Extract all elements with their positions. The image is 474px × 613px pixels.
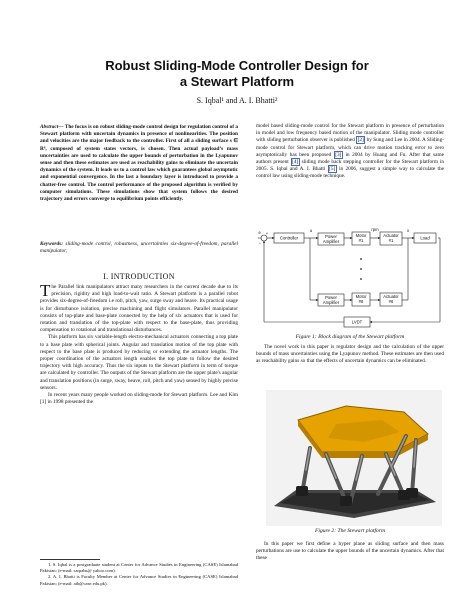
footnotes xyxy=(40,562,238,587)
lvdt-label: LVDT xyxy=(351,319,363,325)
abstract xyxy=(40,124,238,203)
stewart-platform-photo xyxy=(266,390,442,526)
abstract-text: The focus is on robust sliding-mode control design for regulation control of a Stewart platform with uncertain dynamics in presence of nonlinearities. The position and velocities are the major feedback to the controller. First of all a sliding surface s ∈ R⁶, composed of system states vectors, is chosen. Then actual payload’s mass uncertainties are used to calculate the upper bounds of perturbation in the Lyapunov sense and then these estimates are used as reachability gains to eliminate the uncertain dynamics of the system. It leads us to a control law which guarantees global asymptotic and exponential convergence. In the last a boundary layer is introduced to provide a chatter-free control. The control performance of the proposed algorithm is verified by computer simulations. These simulations show that system follows the desired trajectory and errors converge to equilibrium points efficiently. xyxy=(40,124,238,203)
intro-paragraph-3: In recent years many people worked on sliding-mode for Stewart platform. Lee and Kim [1] in 1998 presented the xyxy=(40,392,238,406)
controller-label: Controller xyxy=(279,235,299,241)
citation-link-3[interactable]: [3] xyxy=(335,151,342,158)
keywords-text: sliding-mode control, robustness, uncertainties six-degree-of-freedom, parallel manipulator, xyxy=(40,241,238,255)
intro-paragraph-2: This platform has six variable-length electro-mechanical actuators connecting a top plate to a base plate with spherical joints. Angular and translation motion of the top plate with respect to the base plate is produced by reducing or extending the actuator lengths. The proper coordination of the actuators length enables the top plate to follow the desired trajectory with high accuracy. Thus the six inputs to the Stewart platform in term of torque are calculated by controller. The outputs of the Stewart platform are the upper plate's angular and translation positions (in surge, sway, heave, roll, pitch and yaw) sensed by highly precise sensors. xyxy=(40,334,238,391)
title-line-1: Robust Sliding-Mode Controller Design for xyxy=(105,58,369,73)
svg-text:#1: #1 xyxy=(358,238,364,243)
label-plus: + xyxy=(265,231,269,236)
power-amp-1-label: Power xyxy=(325,234,337,239)
svg-text:#6: #6 xyxy=(388,299,394,304)
citation-link-5[interactable]: [5] xyxy=(329,166,336,173)
svg-text:#6: #6 xyxy=(358,299,364,304)
keywords-lead: Keywords: xyxy=(40,241,63,247)
rw-text-5: in 2006, suggest a simple way to calculate the control law using sliding-mode technique. xyxy=(256,166,444,180)
label-u: u xyxy=(309,228,313,233)
footnote-2: 2. A. I. Bhatti is Faculty Member at Center for Advance Studies in Engineering (CASE) Islamabad Pakistan; (e-mail: aib@case.edu.pk). xyxy=(40,574,238,586)
figure-1-caption: Figure 1: Block diagram of the Stewart platform xyxy=(295,334,405,340)
paper-title xyxy=(60,58,414,90)
rw-text-1: model based sliding-mode control for the Stewart platform in presence of perturbation in model and low frequency based motion of the manipulator. Sliding mode controller with sliding perturbation observer is published xyxy=(256,123,444,144)
novel-work-text: The novel work in this paper is regulator design and the calculation of the upper bounds of mass uncertainties using the Lyapunov method. These estimates are then used as reachability gains so that the effects of uncertain dynamics can be eliminated. xyxy=(256,344,444,365)
title-line-2: a Stewart Platform xyxy=(179,74,295,89)
intro-paragraph-1-text: he Parallel link manipulators attract many researchers in the current decade due to its precision, rigidity and high load-to-wait ratio. A Stewart platform is a parallel robot provides six-degree-of-freedom i.e roll, pitch, yaw, surge sway and heave. Its practical usage is for disturbance isolation, precise machining and flight simulators. Parallel manipulator consists of top-plate and base-plate connected by the help of six actuators that is used for rotation and translation of the top-plate with respect to the base-plate, thus providing compensation to rotational and translational disturbances. xyxy=(40,284,238,334)
label-e: e xyxy=(258,230,261,235)
actuator-1-label: Actuator xyxy=(383,233,399,238)
footnote-1: 1. S. Iqbal is a postgraduate student at Center for Advance Studies in Engineering (CASE) Islamabad Pakistan; (e-mail: saqrabs@ yahoo.com). xyxy=(40,562,238,574)
block-diagram xyxy=(258,226,442,332)
svg-text:#1: #1 xyxy=(388,238,394,243)
method-text: In this paper we first define a hyper plane as sliding surface and then mass perturbations are use to calculate the upper bounds of the uncertain dynamics. After that these xyxy=(256,541,444,562)
label-minus: − xyxy=(258,241,262,246)
figure-2-caption: Figure 2: The Stewart platform xyxy=(314,528,386,534)
related-work-paragraph xyxy=(256,123,444,181)
citation-link-2[interactable]: [2] xyxy=(357,137,364,144)
svg-text:Amplifier: Amplifier xyxy=(322,239,340,244)
load-label: Load xyxy=(420,235,430,241)
rw-text-2: by Sung and Lee in 2004. A Sliding-mode control for Stewart platform, which can drive motion tracking error to zero asymptotically has been proposed xyxy=(256,137,444,158)
citation-link-4[interactable]: [4] xyxy=(292,159,299,166)
power-amp-6-label: Power xyxy=(325,295,337,300)
keywords xyxy=(40,241,238,255)
author-line: S. Iqbal¹ and A. I. Bhatti² xyxy=(196,96,278,105)
label-x: x xyxy=(406,228,410,233)
svg-text:Amplifier: Amplifier xyxy=(322,300,340,305)
introduction-body xyxy=(40,281,238,406)
rw-text-4: sliding mode back stepping controller for the Stewart platform in 2005. S. Iqbal and A. I. Bhatti xyxy=(256,159,444,173)
intro-paragraph-1 xyxy=(40,281,238,334)
section-heading-introduction: I. INTRODUCTION xyxy=(103,272,175,281)
motor-6-label: Motor xyxy=(355,294,367,299)
novel-work-paragraph xyxy=(256,344,444,366)
footnote-rule xyxy=(40,559,100,560)
drop-cap: T xyxy=(40,281,51,300)
method-paragraph xyxy=(256,541,444,563)
abstract-lead: Abstract— xyxy=(40,124,64,130)
label-rpm: rpm xyxy=(371,227,379,232)
actuator-6-label: Actuator xyxy=(383,294,399,299)
rw-text-3: in 2004 by Huang and Fu. After that same authors present xyxy=(256,151,445,166)
motor-1-label: Motor xyxy=(355,233,367,238)
